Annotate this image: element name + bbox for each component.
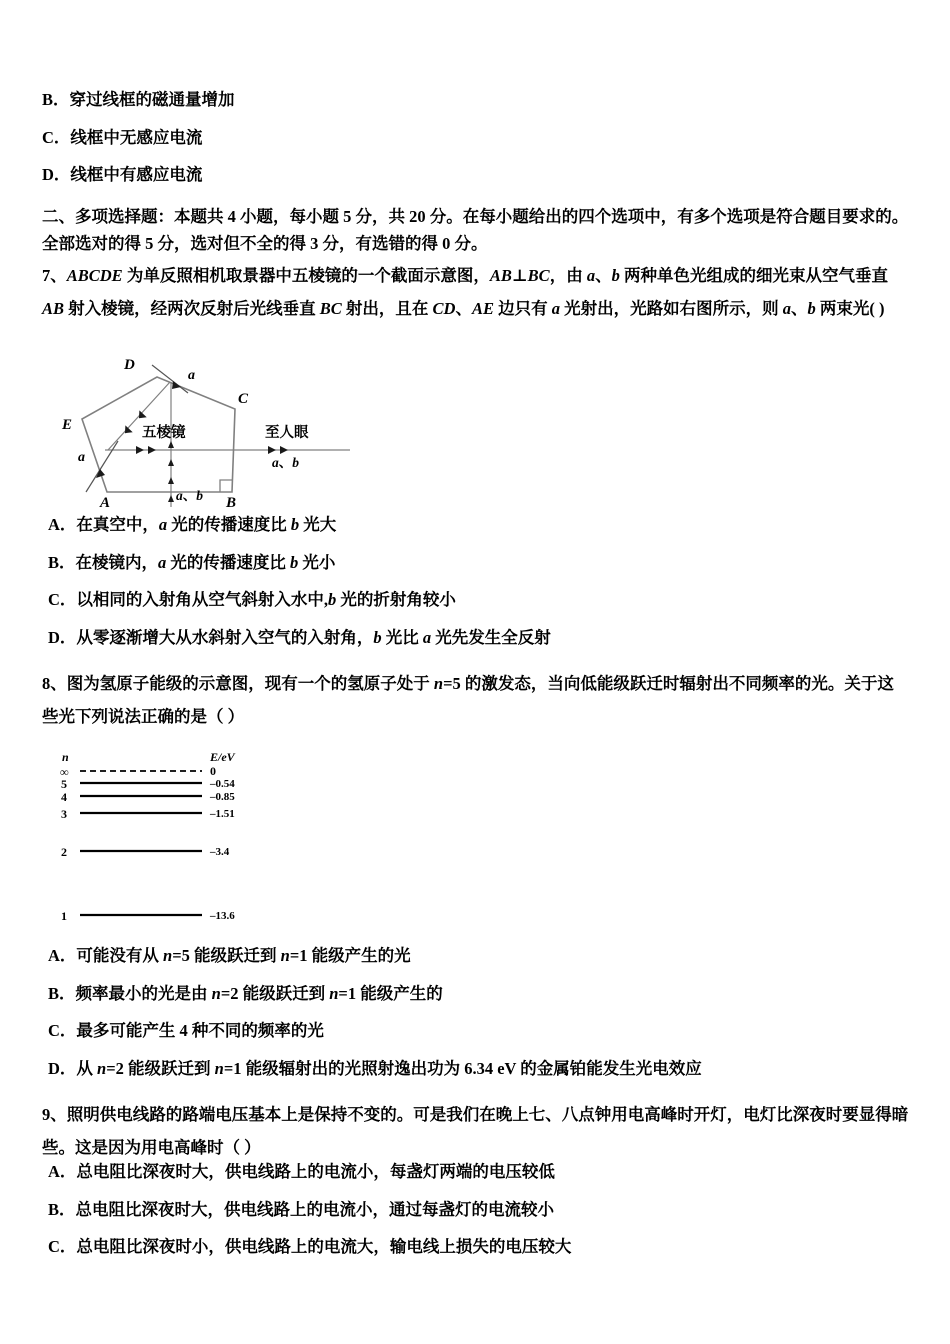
level-energy-4: –0.85 bbox=[210, 791, 235, 804]
option-text: 从 n=2 能级跃迁到 n=1 能级辐射出的光照射逸出功为 6.34 eV 的金属铂能发生光电效应 bbox=[76, 1058, 702, 1078]
option-label: C． bbox=[48, 1021, 77, 1041]
carryover-option-d bbox=[42, 167, 914, 184]
ray-arrow-icon bbox=[168, 495, 174, 502]
option-label: C． bbox=[48, 1237, 77, 1257]
carryover-option-b bbox=[42, 92, 914, 109]
option-label: D． bbox=[48, 627, 77, 647]
section-two-instructions-line2: 全部选对的得 5 分，选对但不全的得 3 分，有选错的得 0 分。 bbox=[42, 233, 488, 253]
option-text: 线框中有感应电流 bbox=[70, 165, 203, 184]
escaping-ray-a-top bbox=[152, 365, 188, 393]
question-7-option-d bbox=[42, 627, 914, 647]
level-energy-3: –1.51 bbox=[210, 808, 235, 821]
right-angle-marker-icon bbox=[220, 480, 232, 492]
question-7-number: 7、 bbox=[42, 266, 67, 286]
vertex-label-C: C bbox=[238, 391, 249, 408]
axis-label-energy: E/eV bbox=[210, 750, 235, 765]
option-label: C． bbox=[42, 127, 71, 147]
to-eye-label: 至人眼 bbox=[265, 425, 309, 442]
energy-level-figure bbox=[50, 747, 300, 932]
pentaprism-svg bbox=[60, 337, 360, 507]
option-text: 总电阻比深夜时大，供电线路上的电流小，通过每盏灯的电流较小 bbox=[75, 1199, 555, 1219]
option-text: 从零逐渐增大从水斜射入空气的入射角，b 光比 a 光先发生全反射 bbox=[76, 627, 551, 647]
option-text: 在真空中，a 光的传播速度比 b 光大 bbox=[76, 515, 337, 535]
ray-arrow-icon bbox=[168, 477, 174, 484]
option-label: C． bbox=[48, 590, 77, 610]
question-7-option-a bbox=[42, 517, 914, 534]
level-energy-5: –0.54 bbox=[210, 778, 235, 791]
option-text: 以相同的入射角从空气斜射入水中,b 光的折射角较小 bbox=[76, 590, 456, 610]
level-n-3: 3 bbox=[61, 807, 67, 822]
axis-label-n: n bbox=[62, 750, 69, 765]
option-text: 总电阻比深夜时小，供电线路上的电流大，输电线上损失的电压较大 bbox=[76, 1237, 572, 1257]
ray-arrow-icon bbox=[135, 411, 146, 422]
level-n-2: 2 bbox=[61, 845, 67, 860]
option-text: 在棱镜内，a 光的传播速度比 b 光小 bbox=[75, 552, 336, 572]
option-text: 频率最小的光是由 n=2 能级跃迁到 n=1 能级产生的 bbox=[75, 983, 443, 1003]
vertex-label-E: E bbox=[62, 417, 73, 434]
escaping-ray-a-left bbox=[86, 441, 118, 492]
prism-name-label: 五棱镜 bbox=[142, 425, 186, 442]
question-8-number: 8、 bbox=[42, 674, 67, 694]
vertex-label-D: D bbox=[124, 357, 135, 374]
ray-arrow-icon bbox=[148, 446, 156, 454]
vertex-label-A: A bbox=[100, 495, 111, 508]
question-7-option-c bbox=[42, 592, 914, 609]
option-label: A． bbox=[48, 515, 77, 535]
ray-arrow-icon bbox=[168, 441, 174, 448]
question-7-stem-line1: 7、ABCDE 为单反照相机取景器中五棱镜的一个截面示意图，AB⊥BC，由 a、b 两种单色光组成的细光束从空气垂直 bbox=[42, 266, 888, 286]
option-label: B． bbox=[42, 90, 70, 109]
ray-label-a-top: a bbox=[188, 368, 195, 384]
ray-label-ab-bottom: a、b bbox=[176, 488, 203, 504]
ray-arrow-icon bbox=[136, 446, 144, 454]
level-n-5: 5 bbox=[61, 777, 67, 792]
question-9-number: 9、 bbox=[42, 1105, 67, 1125]
section-two-instructions-line1: 二、多项选择题：本题共 4 小题，每小题 5 分，共 20 分。在每小题给出的四个选项中，有多个选项是符合题目要求的。 bbox=[42, 206, 909, 226]
option-text: 线框中无感应电流 bbox=[70, 127, 203, 147]
option-label: B． bbox=[48, 983, 76, 1003]
ray-label-a-left: a bbox=[78, 450, 85, 466]
level-energy-2: –3.4 bbox=[210, 846, 230, 859]
ray-arrow-icon bbox=[280, 446, 288, 454]
question-8-stem-line2: 些光下列说法正确的是（ ） bbox=[42, 707, 245, 727]
option-label: A． bbox=[48, 1162, 77, 1182]
question-7-stem-line2: AB 射入棱镜，经两次反射后光线垂直 BC 射出，且在 CD、AE 边只有 a 光射出，光路如右图所示，则 a、b 两束光( ) bbox=[42, 299, 885, 319]
question-9-stem-line2: 些。这是因为用电高峰时（ ） bbox=[42, 1138, 261, 1158]
carryover-option-c bbox=[42, 127, 914, 147]
option-text: 最多可能产生 4 种不同的频率的光 bbox=[76, 1021, 324, 1041]
question-9-stem-line1: 9、照明供电线路的路端电压基本上是保持不变的。可是我们在晚上七、八点钟用电高峰时开灯，电灯比深夜时要显得暗 bbox=[42, 1105, 909, 1125]
level-energy-1: –13.6 bbox=[210, 910, 235, 923]
option-text: 可能没有从 n=5 能级跃迁到 n=1 能级产生的光 bbox=[76, 946, 411, 966]
ray-arrow-icon bbox=[268, 446, 276, 454]
ray-label-ab-right: a、b bbox=[272, 455, 299, 471]
page-content bbox=[42, 92, 914, 1277]
level-n-1: 1 bbox=[61, 909, 67, 924]
option-label: A． bbox=[48, 946, 77, 966]
ray-arrow-icon bbox=[121, 426, 132, 437]
question-8-option-a bbox=[42, 948, 914, 965]
question-8-option-c bbox=[42, 1023, 914, 1040]
level-n-4: 4 bbox=[61, 790, 67, 805]
option-label: D． bbox=[48, 1058, 77, 1078]
vertex-label-B: B bbox=[226, 495, 237, 508]
option-label: B． bbox=[48, 1199, 76, 1219]
question-9-option-b bbox=[42, 1199, 914, 1219]
question-8-option-b bbox=[42, 983, 914, 1003]
question-8-stem-line1: 8、图为氢原子能级的示意图，现有一个的氢原子处于 n=5 的激发态，当向低能级跃迁时辐射出不同频率的光。关于这 bbox=[42, 674, 894, 694]
question-9-option-c bbox=[42, 1239, 914, 1256]
option-label: D． bbox=[42, 165, 71, 184]
question-7-option-b bbox=[42, 552, 914, 572]
level-energy-infinity: 0 bbox=[210, 764, 216, 779]
option-text: 穿过线框的磁通量增加 bbox=[69, 90, 235, 109]
energy-level-svg bbox=[50, 747, 300, 932]
question-9-option-a bbox=[42, 1164, 914, 1181]
question-8-option-d bbox=[42, 1058, 914, 1078]
level-n-infinity: ∞ bbox=[60, 765, 69, 780]
pentaprism-figure bbox=[60, 337, 360, 507]
ray-arrow-icon bbox=[168, 459, 174, 466]
option-label: B． bbox=[48, 552, 76, 572]
option-text: 总电阻比深夜时大，供电线路上的电流小，每盏灯两端的电压较低 bbox=[76, 1162, 555, 1182]
ray-arrow-icon bbox=[172, 381, 181, 389]
